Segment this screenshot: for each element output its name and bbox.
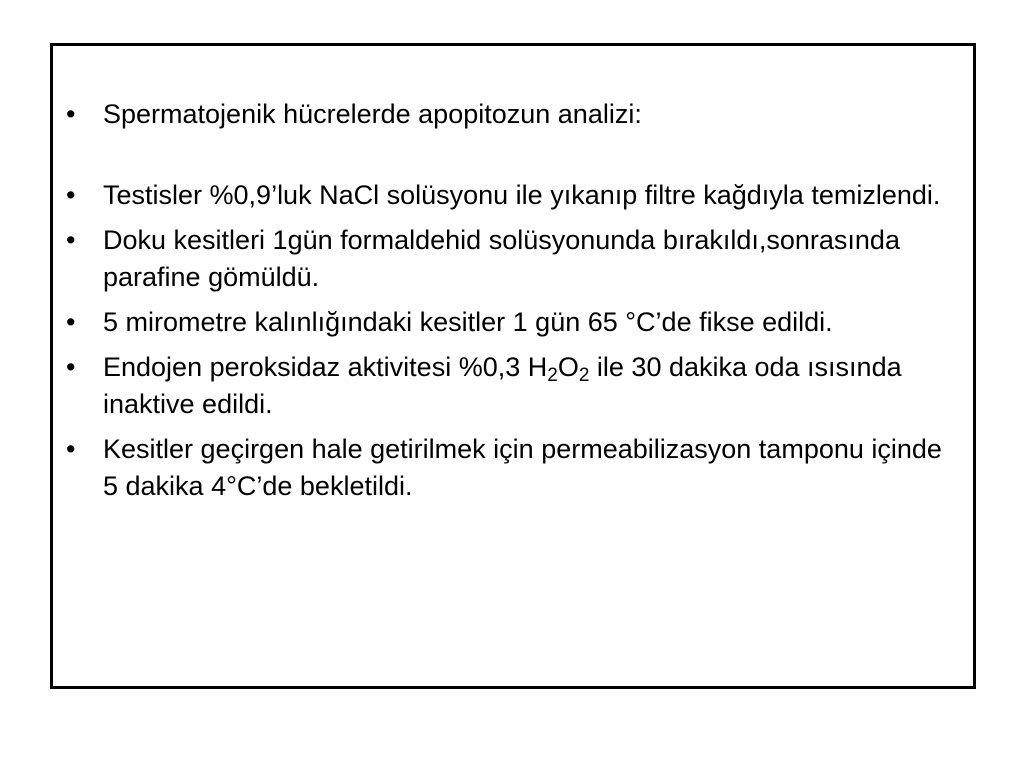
bullet-marker: • <box>66 434 76 464</box>
bullet-text: 5 mirometre kalınlığındaki kesitler 1 gün 65 °C’de fikse edildi. <box>103 307 833 337</box>
bullet-marker: • <box>66 180 76 210</box>
bullet-text <box>103 352 902 419</box>
bullet-text: Spermatojenik hücrelerde apopitozun analizi: <box>103 99 642 129</box>
bullet-text-part: O <box>557 352 579 382</box>
bullet-text: Doku kesitleri 1gün formaldehid solüsyonunda bırakıldı,sonrasında parafine gömüldü. <box>103 225 900 292</box>
bullet-list <box>63 96 943 513</box>
bullet-marker: • <box>66 99 76 129</box>
bullet-item-testis-wash <box>63 177 943 214</box>
slide-frame <box>50 43 976 689</box>
bullet-text: Kesitler geçirgen hale getirilmek için permeabilizasyon tamponu içinde 5 dakika 4°C’de bekletildi. <box>103 434 942 501</box>
bullet-item-section-fixing <box>63 304 943 341</box>
bullet-text-part: Endojen peroksidaz aktivitesi %0,3 H <box>103 352 548 382</box>
bullet-marker: • <box>66 307 76 337</box>
bullet-marker: • <box>66 225 76 255</box>
subscript: 2 <box>578 365 590 386</box>
subscript: 2 <box>547 365 558 386</box>
bullet-item-peroxidase-inactivation <box>63 349 943 423</box>
bullet-text: Testisler %0,9’luk NaCl solüsyonu ile yıkanıp filtre kağdıyla temizlendi. <box>103 180 941 210</box>
bullet-item-apoptosis-analysis <box>63 96 943 133</box>
bullet-item-permeabilization <box>63 431 943 505</box>
bullet-marker: • <box>66 352 76 382</box>
bullet-item-formaldehyde-fixation <box>63 222 943 296</box>
bullet-text-part: ile 30 dakika oda ısısında inaktive edildi. <box>103 352 902 419</box>
